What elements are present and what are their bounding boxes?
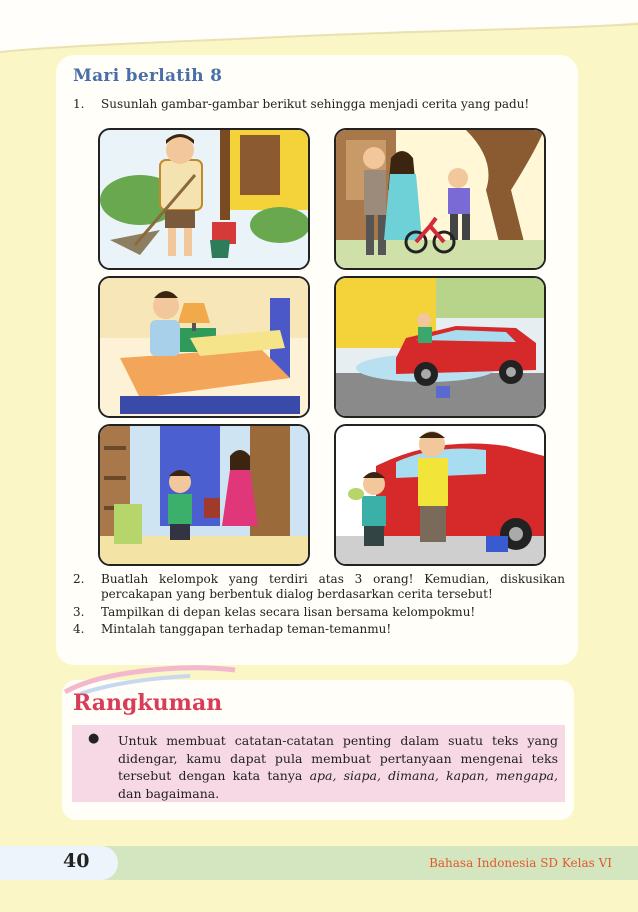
exercise-text: Susunlah gambar-gambar berikut sehingga menjadi cerita yang padu!: [101, 97, 530, 111]
page-number-tab: [0, 846, 118, 880]
exercise-text: Buatlah kelompok yang terdiri atas 3 orang! Kemudian, diskusikan percakapan yang berbentuk dialog berdasarkan cerita tersebut!: [101, 572, 565, 601]
book-title: Bahasa Indonesia SD Kelas VI: [429, 856, 612, 870]
exercise-text: Mintalah tanggapan terhadap teman-temanmu!: [101, 622, 392, 636]
exercise-number: 1.: [73, 97, 85, 111]
summary-text-question-words: apa, siapa, dimana, kapan, mengapa,: [309, 768, 558, 783]
illustration-boy-making-bed: [98, 276, 310, 418]
illustration-children-tidying-room: [98, 424, 310, 566]
exercise-number: 3.: [73, 605, 85, 619]
summary-title: Rangkuman: [73, 690, 223, 716]
exercise-number: 2.: [73, 572, 85, 586]
illustration-father-and-son-washing-car: [334, 424, 546, 566]
section-title: Mari berlatih 8: [73, 66, 223, 86]
illustration-family-with-bicycle: [334, 128, 546, 270]
bullet-icon: ●: [88, 731, 100, 746]
summary-text: [118, 732, 558, 802]
summary-text-plain: Untuk membuat catatan-catatan penting dalam suatu teks yang didengar, kamu dapat pula membuat pertanyaan mengenai teks tersebut dengan kata tanya: [118, 733, 558, 783]
summary-text-end: dan bagaimana.: [118, 785, 220, 801]
exercise-number: 4.: [73, 622, 85, 636]
illustration-boy-sweeping-yard: [98, 128, 310, 270]
illustration-boy-washing-car: [334, 276, 546, 418]
exercise-text: Tampilkan di depan kelas secara lisan bersama kelompokmu!: [101, 605, 476, 619]
page-number: 40: [63, 850, 90, 872]
header-swoosh: [0, 0, 638, 60]
